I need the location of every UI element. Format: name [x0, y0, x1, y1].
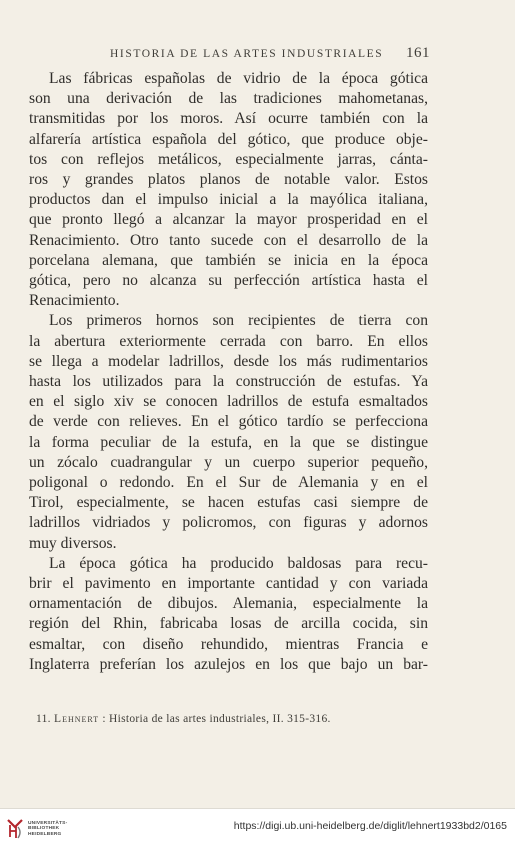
text-line: brir el pavimento en importante cantidad y con variada — [29, 575, 428, 593]
text-line: son una derivación de las tradiciones mahometanas, — [29, 90, 428, 108]
running-head — [40, 45, 430, 62]
library-logo[interactable] — [6, 818, 67, 840]
text-line: porcelana alemana, que también se inicia en la época — [29, 251, 428, 269]
text-line: que pronto llegó a alcanzar la mayor prosperidad en el — [29, 211, 428, 229]
text-line: Las fábricas españolas de vidrio de la época gótica — [49, 70, 428, 87]
text-line: un zócalo cuadrangular y un cuerpo superior pequeño, — [29, 453, 428, 471]
text-line: ros y grandes platos planos de notable valor. Estos — [29, 171, 428, 189]
text-line: la abertura exteriormente cerrada con barro. En ellos — [29, 332, 428, 350]
footer-bar — [0, 808, 515, 847]
library-name-line: HEIDELBERG — [28, 831, 62, 837]
text-line: Renacimiento. Otro tanto sucede con el desarrollo de la — [29, 231, 428, 249]
text-line: se llega a modelar ladrillos, desde los más rudimentarios — [29, 352, 428, 370]
text-line: de verde con relieves. En el gótico tardío se perfecciona — [29, 413, 428, 431]
permalink-url[interactable]: https://digi.ub.uni-heidelberg.de/diglit/lehnert1933bd2/0165 — [233, 820, 507, 832]
text-line: alfarería artística española del gótico, que produce obje- — [29, 130, 428, 148]
text-line: la forma peculiar de la estufa, en la que se distingue — [29, 433, 428, 451]
text-line: Tirol, especialmente, se hacen estufas casi siempre de — [29, 494, 428, 512]
running-title: HISTORIA DE LAS ARTES INDUSTRIALES — [110, 48, 384, 60]
page-number: 161 — [406, 45, 430, 61]
text-line: gótica, pero no alcanza su perfección artística hasta el — [29, 272, 428, 290]
library-name-line: BIBLIOTHEK — [28, 826, 60, 832]
text-line: transmitidas por los moros. Así ocurre también con la — [29, 110, 428, 128]
footnote-number: 11. — [36, 713, 51, 725]
text-line: hasta los utilizados para la construcción de estufas. Ya — [29, 373, 428, 391]
footnote-author: Lehnert — [54, 713, 100, 725]
text-line: tos con reflejos metálicos, especialmente jarras, cánta- — [29, 150, 428, 168]
text-line: productos dan el impulso inicial a la mayólica italiana, — [29, 191, 428, 209]
text-line: Renacimiento. — [29, 292, 120, 310]
text-line: La época gótica ha producido baldosas para recu- — [49, 554, 428, 572]
text-line: Inglaterra preferían los azulejos en los que bajo un bar- — [29, 655, 428, 673]
footnote-citation: : Historia de las artes industriales, II. 315-316. — [99, 713, 331, 725]
text-line: en el siglo xiv se conocen ladrillos de estufa esmaltados — [29, 393, 428, 411]
body-text — [29, 69, 428, 675]
footnote — [36, 713, 331, 725]
library-name-line: UNIVERSITÄTS- — [28, 820, 68, 826]
university-heidelberg-seal-icon — [6, 818, 24, 840]
text-line: muy diversos. — [29, 534, 117, 552]
text-line: Los primeros hornos son recipientes de tierra con — [49, 312, 428, 330]
text-line: ornamentación de dibujos. Alemania, especialmente la — [29, 595, 428, 613]
library-name — [28, 821, 67, 838]
text-line: esmaltar, con diseño rehundido, mientras Francia e — [29, 635, 428, 653]
text-line: región del Rhin, fabricaba losas de arcilla cocida, sin — [29, 615, 428, 633]
text-line: poligonal o redondo. En el Sur de Alemania y en el — [29, 474, 428, 492]
text-line: ladrillos vidriados y policromos, con figuras y adornos — [29, 514, 428, 532]
